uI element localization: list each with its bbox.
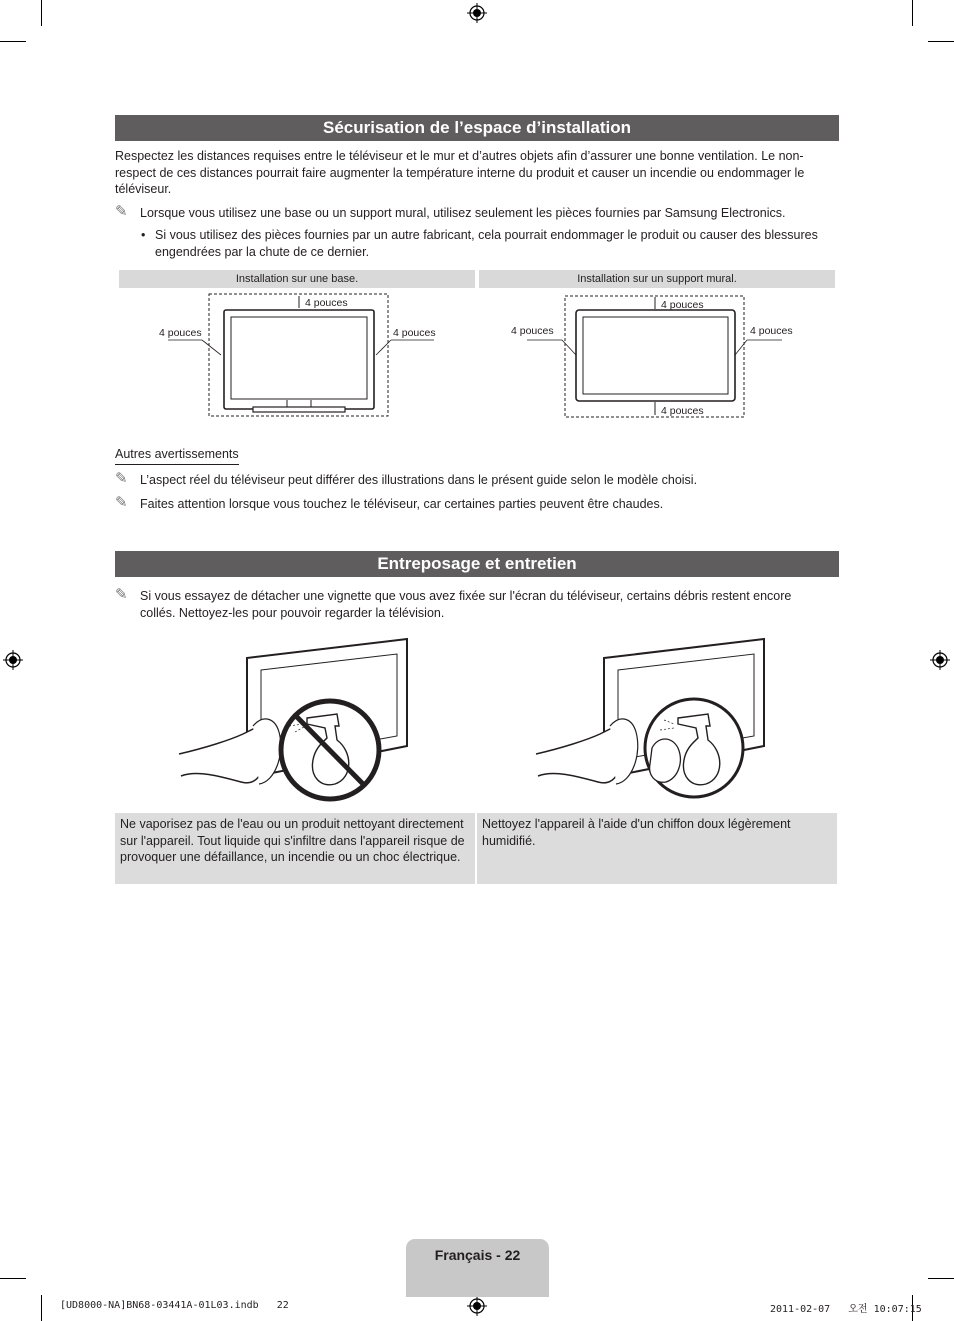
- registration-mark-icon: [3, 650, 23, 670]
- stand-right-label: 4 pouces: [393, 327, 436, 339]
- stand-left-label: 4 pouces: [159, 327, 202, 339]
- page-number-tab: Français - 22: [406, 1239, 549, 1297]
- no-spray-illustration: [175, 636, 415, 806]
- installation-note: Lorsque vous utilisez une base ou un support mural, utilisez seulement les pièces fournies par Samsung Electronics.: [140, 206, 786, 220]
- diagram-stand-header: Installation sur une base.: [119, 270, 475, 288]
- registration-mark-icon: [467, 3, 487, 23]
- print-file-slug: [UD8000-NA]BN68-03441A-01L03.indb 22: [60, 1300, 289, 1311]
- warning-appearance: L’aspect réel du téléviseur peut différer des illustrations dans le présent guide selon le modèle choisi.: [140, 473, 698, 487]
- section-title-installation: Sécurisation de l’espace d’installation: [115, 115, 839, 141]
- other-warnings-title: Autres avertissements: [115, 446, 239, 465]
- wall-mount-diagram: [479, 288, 835, 420]
- pencil-note-icon: ✎: [115, 494, 128, 511]
- wall-bottom-label: 4 pouces: [661, 405, 704, 417]
- crop-mark: [0, 1278, 26, 1279]
- bullet-dot: •: [141, 228, 146, 242]
- crop-mark: [41, 1295, 42, 1321]
- soft-cloth-illustration: [532, 636, 772, 806]
- registration-mark-icon: [467, 1296, 487, 1316]
- crop-mark: [912, 0, 913, 26]
- registration-mark-icon: [930, 650, 950, 670]
- warning-hot-parts: Faites attention lorsque vous touchez le téléviseur, car certaines parties peuvent être chaudes.: [140, 497, 664, 511]
- pencil-note-icon: ✎: [115, 470, 128, 487]
- caption-do-not-spray: Ne vaporisez pas de l'eau ou un produit nettoyant directement sur l'appareil. Tout liquide qui s'infiltre dans l'appareil risque de provoquer une défaillance, un incendie ou un choc électrique.: [115, 813, 475, 884]
- wall-left-label: 4 pouces: [511, 325, 554, 337]
- crop-mark: [0, 41, 26, 42]
- wall-top-label: 4 pouces: [661, 299, 704, 311]
- crop-mark: [41, 0, 42, 26]
- stand-top-label: 4 pouces: [305, 297, 348, 309]
- print-timestamp: 2011-02-07 오전 10:07:15: [770, 1304, 922, 1315]
- section-title-storage: Entreposage et entretien: [115, 551, 839, 577]
- crop-mark: [928, 41, 954, 42]
- stand-installation-diagram: [119, 288, 475, 418]
- installation-intro: Respectez les distances requises entre le téléviseur et le mur et d’autres objets afin d’assurer une bonne ventilation. Le non-respect de ces distances pourrait faire augmenter la température interne du produit et causer un incendie ou endommager le téléviseur.: [115, 149, 805, 196]
- caption-soft-cloth: Nettoyez l'appareil à l'aide d'un chiffon doux légèrement humidifié.: [477, 813, 837, 884]
- wall-right-label: 4 pouces: [750, 325, 793, 337]
- installation-bullet: Si vous utilisez des pièces fournies par un autre fabricant, cela pourrait endommager le produit ou causer des blessures engendrées par la chute de ce dernier.: [155, 228, 818, 259]
- storage-note: Si vous essayez de détacher une vignette que vous avez fixée sur l'écran du téléviseur, certains débris restent encore collés. Nettoyez-les pour pouvoir regarder la télévision.: [140, 589, 792, 620]
- crop-mark: [928, 1278, 954, 1279]
- diagram-wall-header: Installation sur un support mural.: [479, 270, 835, 288]
- pencil-note-icon: ✎: [115, 586, 128, 603]
- pencil-note-icon: ✎: [115, 203, 128, 220]
